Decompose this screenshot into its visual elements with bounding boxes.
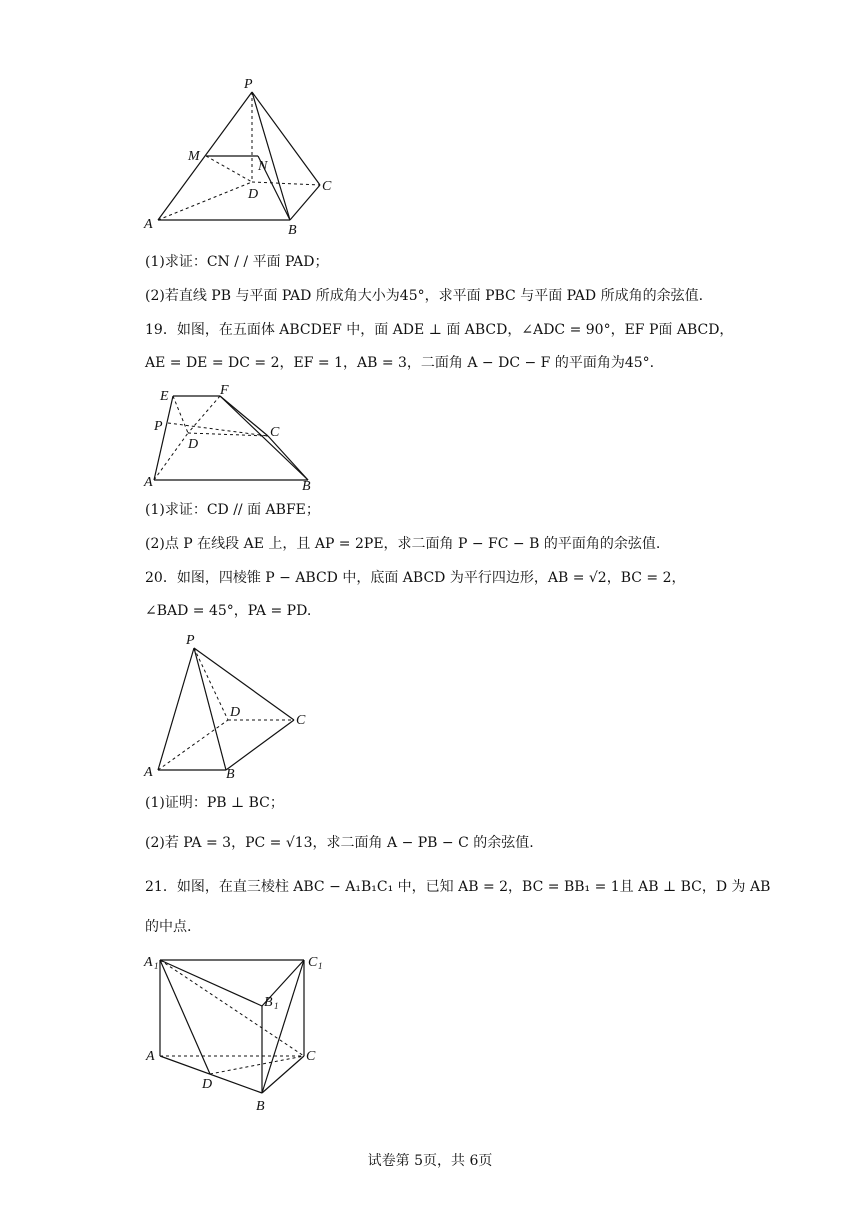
label-C: C <box>322 179 332 194</box>
label-M: M <box>188 149 200 164</box>
q21-stem-line2: 的中点. <box>145 919 192 935</box>
label-P: P <box>244 77 253 92</box>
label-P: P <box>154 419 163 434</box>
label-E: E <box>160 389 169 404</box>
q19-stem-line2: AE = DE = DC = 2，EF = 1，AB = 3，二面角 A − DC − F 的平面角为45°. <box>145 355 655 371</box>
q20-part1: (1)证明：PB ⊥ BC； <box>145 795 284 811</box>
label-D: D <box>248 187 259 202</box>
label-B: B <box>256 1099 265 1114</box>
label-A: A <box>144 765 153 780</box>
q18-pyramid-figure <box>140 70 340 240</box>
label-D: D <box>188 437 199 452</box>
page-footer: 试卷第 5页，共 6页 <box>367 1153 493 1169</box>
q19-stem-line1: 19．如图，在五面体 ABCDEF 中，面 ADE ⊥ 面 ABCD，∠ADC = 90°，EF P面 ABCD， <box>145 322 734 338</box>
label-B: B <box>226 767 235 782</box>
label-D: D <box>202 1077 213 1092</box>
label-P: P <box>186 633 195 648</box>
q19-part2: (2)点 P 在线段 AE 上，且 AP = 2PE，求二面角 P − FC − B 的平面角的余弦值. <box>145 536 661 552</box>
label-C: C <box>306 1049 316 1064</box>
label-N: N <box>258 159 268 174</box>
q19-pentahedron-figure <box>140 378 330 493</box>
label-C: C <box>270 425 280 440</box>
label-A: A <box>144 217 153 232</box>
q20-part2: (2)若 PA = 3，PC = √13，求二面角 A − PB − C 的余弦值. <box>145 835 534 851</box>
q18-part2: (2)若直线 PB 与平面 PAD 所成角大小为45°，求平面 PBC 与平面 PAD 所成角的余弦值. <box>145 288 704 304</box>
q20-stem-line2: ∠BAD = 45°，PA = PD. <box>145 603 312 619</box>
label-A: A <box>144 475 153 490</box>
label-C1-subscript: 1 <box>318 961 323 971</box>
q20-pyramid-figure <box>140 628 330 783</box>
label-A1-subscript: 1 <box>154 961 159 971</box>
label-B: B <box>302 479 311 493</box>
q20-stem-line1: 20．如图，四棱锥 P − ABCD 中，底面 ABCD 为平行四边形，AB = √2，BC = 2， <box>145 570 686 586</box>
label-C1: C <box>308 955 318 970</box>
label-A: A <box>146 1049 155 1064</box>
label-C: C <box>296 713 306 728</box>
label-B1: B <box>264 995 273 1010</box>
q19-part1: (1)求证：CD // 面 ABFE； <box>145 502 320 518</box>
label-A1: A <box>144 955 153 970</box>
q21-prism-figure <box>140 948 340 1118</box>
label-F: F <box>220 383 229 398</box>
q21-stem-line1: 21．如图，在直三棱柱 ABC − A₁B₁C₁ 中，已知 AB = 2，BC = BB₁ = 1且 AB ⊥ BC，D 为 AB <box>145 879 771 895</box>
label-B: B <box>288 223 297 238</box>
q18-part1: (1)求证：CN / / 平面 PAD； <box>145 254 329 270</box>
label-D: D <box>230 705 241 720</box>
label-B1-subscript: 1 <box>274 1001 279 1011</box>
